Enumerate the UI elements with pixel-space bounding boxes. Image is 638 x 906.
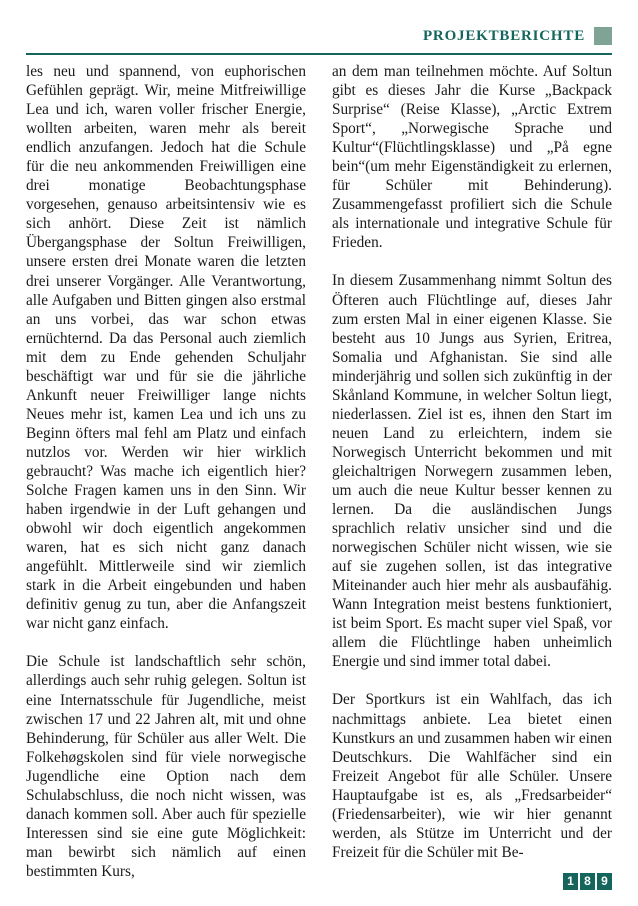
paragraph: Die Schule ist landschaftlich sehr schön, allerdings auch sehr ruhig gelegen. Soltun ist eine Internatsschule für Jugendliche, meist zwischen 17 und 22 Jahren alt, mit und ohne Behinderung, für Schüler aus aller Welt. Die Folkehøgskolen sind für viele norwegische Jugendliche eine Option nach dem Schulabschluss, die noch nicht wissen, was danach kommen soll. Aber auch für spezielle Interessen sind sie eine gute Möglichkeit: man bewirbt sich nämlich auf einen bestimmten Kurs,	[26, 653, 306, 880]
square-marker-icon	[594, 27, 612, 45]
header-divider-rule	[26, 53, 612, 55]
running-header	[26, 24, 612, 56]
page-number-digit: 1	[563, 873, 578, 890]
running-header-content	[26, 24, 612, 48]
paragraph: In diesem Zusammenhang nimmt Soltun des Öfteren auch Flüchtlinge auf, dieses Jahr zum ersten Mal in einer eigenen Klasse. Sie besteht aus 10 Jungs aus Syrien, Eritrea, Somalia und Afghanistan. Sie sind alle minderjährig und sollen sich zukünftig in der Skånland Kommune, in welcher Soltun liegt, niederlassen. Ziel ist es, ihnen den Start im neuen Land zu erleichtern, indem sie Norwegisch Unterricht bekommen und mit gleichaltrigen Norwegern zusammen leben, um auch die neue Kultur besser kennen zu lernen. Da die ausländischen Jungs sprachlich relativ unsicher sind und die norwegischen Schüler nicht wissen, wie sie auf sie zugehen sollen, ist das integrative Miteinander auch hier mehr als ausbaufähig. Wann Integration meist bestens funktioniert, ist beim Sport. Es macht super viel Spaß, vor allem die Flüchtlinge haben unheimlich Energie und sind immer total dabei.	[332, 272, 612, 671]
column-right	[332, 62, 612, 862]
paragraph: Der Sportkurs ist ein Wahlfach, das ich nachmittags anbiete. Lea bietet einen Kunstkurs an und zusammen haben wir einen Deutschkurs. Die Wahlfächer sind ein Freizeit Angebot für alle Schüler. Unsere Hauptaufgabe ist es, als „Fredsarbeider“ (Friedensarbeiter), wie wir hier genannt werden, als Stütze im Unterricht und der Freizeit für die Schüler mit Be-	[332, 691, 612, 861]
paragraph: les neu und spannend, von euphorischen Gefühlen geprägt. Wir, meine Mitfreiwillige Lea und ich, waren voller frischer Energie, wollten arbeiten, waren mehr als bereit endlich anzufangen. Jedoch hat die Schule für die neu ankommenden Freiwilligen eine drei monatige Beobachtungsphase vorgesehen, genauso arbeitsintensiv wie es sich anhört. Diese Zeit ist nämlich Übergangsphase der Soltun Freiwilligen, unsere ersten drei Monate waren die letzten drei unserer Vorgänger. Alle Verantwortung, alle Aufgaben und Bitten gingen also erstmal an uns vorbei, das war schon etwas ernüchternd. Da das Personal auch ziemlich mit dem zu Ende gehenden Schuljahr beschäftigt war und für sie die jährliche Ankunft neuer Freiwilliger lange nichts Neues mehr ist, kamen Lea und ich uns zu Beginn öfters mal fehl am Platz und einfach nutzlos vor. Werden wir hier wirklich gebraucht? Was mache ich eigentlich hier? Solche Fragen kamen uns in den Sinn. Wir haben irgendwie in der Luft gehangen und obwohl wir doch eigentlich angekommen waren, hat es sich nicht ganz danach angefühlt. Mittlerweile sind wir ziemlich stark in die Arbeit eingebunden und haben definitiv genug zu tun, aber die Anfangszeit war nicht ganz einfach.	[26, 63, 306, 633]
page-number	[563, 873, 612, 890]
page-number-digit: 8	[580, 873, 595, 890]
body-columns	[26, 62, 612, 880]
page-number-digit: 9	[597, 873, 612, 890]
column-left	[26, 62, 306, 880]
paragraph: an dem man teilnehmen möchte. Auf Soltun gibt es dieses Jahr die Kurse „Backpack Surprise“ (Reise Klasse), „Arctic Extrem Sport“, „Norwegische Sprache und Kultur“(Flüchtlingsklasse) und „På egne bein“(um mehr Eigenständigkeit zu erlernen, für Schüler mit Behinderung). Zusammengefasst profiliert sich die Schule als internationale und integrative Schule für Frieden.	[332, 63, 612, 252]
section-title: PROJEKTBERICHTE	[422, 27, 585, 44]
